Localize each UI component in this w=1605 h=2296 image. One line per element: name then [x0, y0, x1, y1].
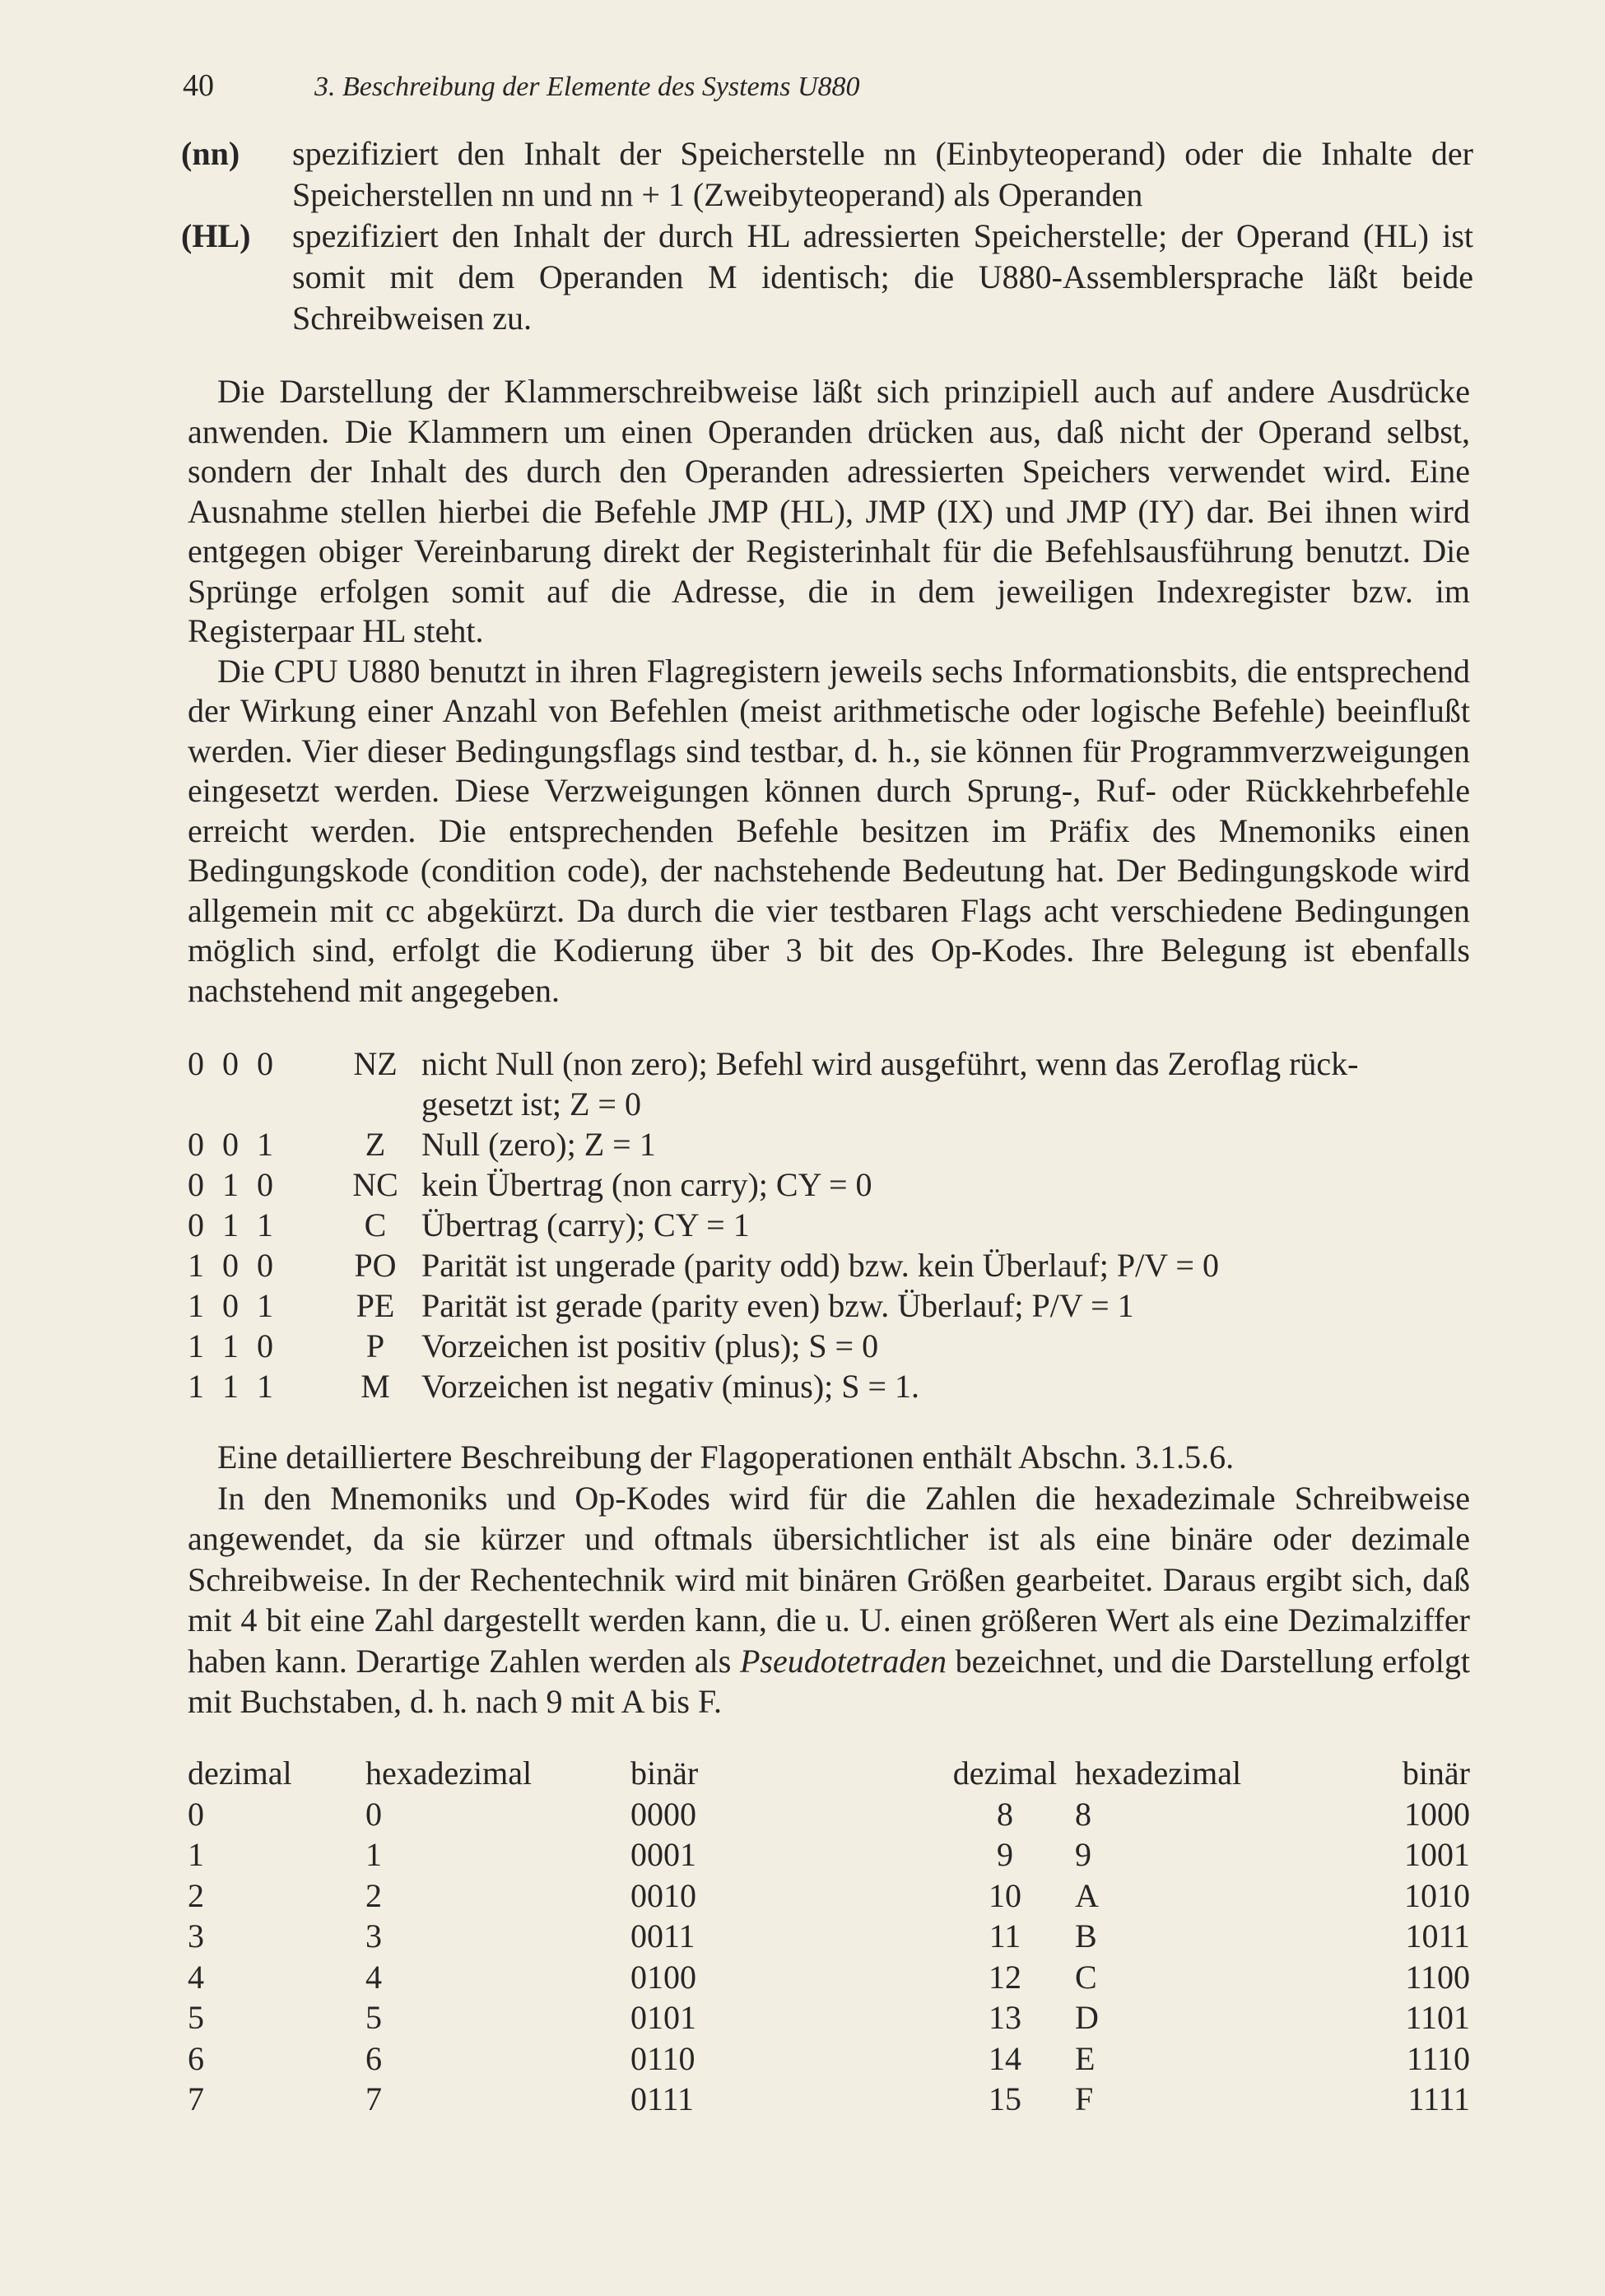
cc-mnemonic: PE [356, 1287, 395, 1324]
decimal-cell: 9 [997, 1836, 1013, 1873]
decimal-cell: 10 [989, 1876, 1021, 1914]
cc-description [413, 1043, 1472, 1124]
table-header-row [188, 1753, 1470, 1794]
table-row [188, 1366, 1472, 1406]
paragraph: Eine detailliertere Beschreibung der Flagoperationen enthält Abschn. 3.1.5.6. [217, 1438, 1235, 1476]
cc-bits: 1 1 1 [188, 1368, 278, 1405]
decimal-cell: 5 [188, 1999, 204, 2036]
binary-cell: 1001 [1404, 1836, 1470, 1873]
cc-bits: 0 1 0 [188, 1166, 278, 1203]
binary-cell: 0001 [630, 1836, 696, 1873]
decimal-cell: 14 [989, 2039, 1021, 2077]
cc-bits: 0 1 1 [188, 1206, 278, 1243]
decimal-cell: 12 [989, 1958, 1021, 1996]
column-header: binär [630, 1755, 699, 1792]
cc-description-line: nicht Null (non zero); Befehl wird ausgeführt, wenn das Zeroflag rück- [421, 1045, 1359, 1082]
cc-mnemonic: PO [354, 1247, 397, 1284]
table-row [188, 1285, 1472, 1326]
cc-mnemonic: Z [365, 1126, 386, 1163]
definition-text: spezifiziert den Inhalt der durch HL adressierten Speicherstelle; der Operand (HL) ist somit mit dem Operanden M identisch; die U880-Assemblersprache läßt beide Schreibweisen zu. [292, 217, 1473, 337]
hex-cell: A [1075, 1876, 1099, 1914]
binary-cell: 0111 [630, 2080, 695, 2117]
hex-cell: 9 [1075, 1836, 1091, 1873]
cc-description: Parität ist ungerade (parity odd) bzw. kein Überlauf; P/V = 0 [421, 1247, 1219, 1284]
paragraph-text: In den Mnemoniks und Op-Kodes wird für die Zahlen die hexadezimale Schreibweise angewendet, da sie kürzer und oftmals übersichtlicher ist als eine binäre oder dezimale Schreibweise. In der Rechentechnik wird mit binären Größen gearbeitet. Daraus ergibt sich, daß mit 4 bit eine Zahl dargestellt werden kann, die u. U. einen größeren Wert als eine Dezimalziffer haben kann. Derartige Zahlen werden als [188, 1479, 1470, 1680]
table-row [188, 1043, 1472, 1124]
cc-bits: 1 0 1 [188, 1287, 278, 1324]
table-row [188, 1834, 1470, 1875]
decimal-cell: 1 [188, 1836, 204, 1873]
column-header: dezimal [952, 1755, 1058, 1792]
decimal-cell: 7 [188, 2080, 204, 2117]
binary-cell: 1111 [1407, 2080, 1470, 2117]
binary-cell: 1100 [1405, 1958, 1470, 1996]
hex-cell: F [1075, 2080, 1094, 2117]
hex-cell: 1 [365, 1836, 382, 1873]
table-row [188, 1245, 1472, 1285]
table-body [188, 1794, 1470, 2120]
hex-cell: B [1075, 1917, 1097, 1954]
binary-cell: 0011 [630, 1917, 696, 1954]
table-row [188, 1916, 1470, 1957]
cc-mnemonic: M [361, 1368, 390, 1405]
hex-cell: 6 [365, 2039, 382, 2077]
decimal-cell: 11 [989, 1917, 1021, 1954]
cc-bits: 1 0 0 [188, 1247, 278, 1284]
binary-cell: 1011 [1405, 1917, 1470, 1954]
cc-mnemonic: NC [352, 1166, 398, 1203]
paragraph: Die CPU U880 benutzt in ihren Flagregistern jeweils sechs Informationsbits, die entsprechend der Wirkung einer Anzahl von Befehlen (meist arithmetische oder logische Befehle) beeinflußt werden. Vier dieser Bedingungsflags sind testbar, d. h., sie können für Programmverzweigungen eingesetzt werden. Diese Verzweigungen können durch Sprung-, Ruf- oder Rückkehrbefehle erreicht werden. Die entsprechenden Befehle besitzen im Präfix des Mnemoniks einen Bedingungskode (condition code), der nachstehende Bedeutung hat. Der Bedingungskode wird allgemein mit cc abgekürzt. Da durch die vier testbaren Flags acht verschiedene Bedingungen möglich sind, erfolgt die Kodierung über 3 bit des Op-Kodes. Ihre Belegung ist ebenfalls nachstehend mit angegeben. [188, 652, 1470, 1009]
binary-cell: 0100 [630, 1958, 696, 1996]
definition-item [181, 133, 1473, 216]
hex-cell: 3 [365, 1917, 382, 1954]
decimal-cell: 8 [997, 1795, 1013, 1833]
table-row [188, 1794, 1470, 1835]
paragraph [188, 1478, 1470, 1722]
binary-cell: 1101 [1405, 1999, 1470, 2036]
table-row [188, 1957, 1470, 1998]
cc-bits: 0 0 1 [188, 1126, 278, 1163]
cc-description: Parität ist gerade (parity even) bzw. Überlauf; P/V = 1 [421, 1287, 1134, 1324]
page-header [183, 67, 860, 104]
paragraph: Die Darstellung der Klammerschreibweise läßt sich prinzipiell auch auf andere Ausdrücke anwenden. Die Klammern um einen Operanden drücken aus, daß nicht der Operand selbst, sondern der Inhalt des durch den Operanden adressierten Speichers verwendet wird. Eine Ausnahme stellen hierbei die Befehle JMP (HL), JMP (IX) und JMP (IY) dar. Bei ihnen wird entgegen obiger Vereinbarung direkt der Registerinhalt für die Befehlsausführung benutzt. Die Sprünge erfolgen somit auf die Adresse, die in dem jeweiligen Indexregister bzw. im Registerpaar HL steht. [188, 373, 1470, 649]
page-number: 40 [183, 68, 214, 103]
cc-bits: 0 0 0 [188, 1045, 278, 1082]
body-text-2 [188, 1437, 1470, 1722]
body-text [188, 372, 1470, 1011]
emphasized-term: Pseudotetraden [739, 1642, 947, 1680]
binary-cell: 0010 [630, 1876, 696, 1914]
column-header: hexadezimal [1075, 1755, 1242, 1792]
condition-code-table [188, 1043, 1472, 1406]
cc-bits: 1 1 0 [188, 1327, 278, 1364]
decimal-cell: 15 [989, 2080, 1021, 2117]
binary-cell: 1010 [1404, 1876, 1470, 1914]
binary-cell: 1000 [1404, 1795, 1470, 1833]
running-title: 3. Beschreibung der Elemente des Systems U880 [314, 72, 860, 102]
hex-cell: 4 [365, 1958, 382, 1996]
binary-cell: 0000 [630, 1795, 696, 1833]
cc-mnemonic: NZ [353, 1045, 398, 1082]
binary-cell: 0101 [630, 1999, 696, 2036]
decimal-cell: 2 [188, 1876, 204, 1914]
notation-definitions [181, 133, 1473, 339]
hex-cell: 5 [365, 1999, 382, 2036]
table-row [188, 1326, 1472, 1366]
decimal-cell: 0 [188, 1795, 204, 1833]
cc-description: Null (zero); Z = 1 [421, 1126, 656, 1163]
column-header: binär [1402, 1755, 1470, 1792]
definition-term: (nn) [181, 135, 240, 172]
table-row [188, 1875, 1470, 1917]
decimal-cell: 6 [188, 2039, 204, 2077]
hex-cell: D [1075, 1999, 1099, 2036]
column-header: dezimal [188, 1755, 292, 1792]
decimal-cell: 4 [188, 1958, 204, 1996]
definition-text: spezifiziert den Inhalt der Speicherstelle nn (Einbyteoperand) oder die Inhalte der Speicherstellen nn und nn + 1 (Zweibyteoperand) als Operanden [292, 135, 1473, 213]
number-conversion-table [188, 1753, 1470, 2120]
hex-cell: 7 [365, 2080, 382, 2117]
hex-cell: 2 [365, 1876, 382, 1914]
cc-description: Übertrag (carry); CY = 1 [421, 1206, 750, 1243]
column-header: hexadezimal [365, 1755, 533, 1792]
table-row [188, 1997, 1470, 2038]
definition-item [181, 216, 1473, 339]
table-row [188, 1205, 1472, 1245]
cc-description: kein Übertrag (non carry); CY = 0 [421, 1166, 872, 1203]
cc-description: Vorzeichen ist negativ (minus); S = 1. [421, 1368, 920, 1405]
hex-cell: C [1075, 1958, 1097, 1996]
cc-description: Vorzeichen ist positiv (plus); S = 0 [421, 1327, 879, 1364]
binary-cell: 0110 [630, 2039, 696, 2077]
cc-description-continuation: gesetzt ist; Z = 0 [421, 1085, 641, 1122]
definition-term: (HL) [181, 217, 251, 254]
paragraph-text: bezeichnet, und die Darstellung erfolgt mit Buchstaben, d. h. nach 9 mit A bis F. [188, 1642, 1471, 1720]
hex-cell: E [1075, 2039, 1096, 2077]
table-row [188, 1124, 1472, 1164]
table-row [188, 2038, 1470, 2080]
table-row [188, 2079, 1470, 2120]
hex-cell: 0 [365, 1795, 382, 1833]
binary-cell: 1110 [1406, 2039, 1470, 2077]
cc-mnemonic: P [365, 1327, 385, 1364]
decimal-cell: 13 [989, 1999, 1021, 2036]
decimal-cell: 3 [188, 1917, 204, 1954]
cc-mnemonic: C [364, 1206, 387, 1243]
hex-cell: 8 [1075, 1795, 1091, 1833]
table-row [188, 1164, 1472, 1205]
